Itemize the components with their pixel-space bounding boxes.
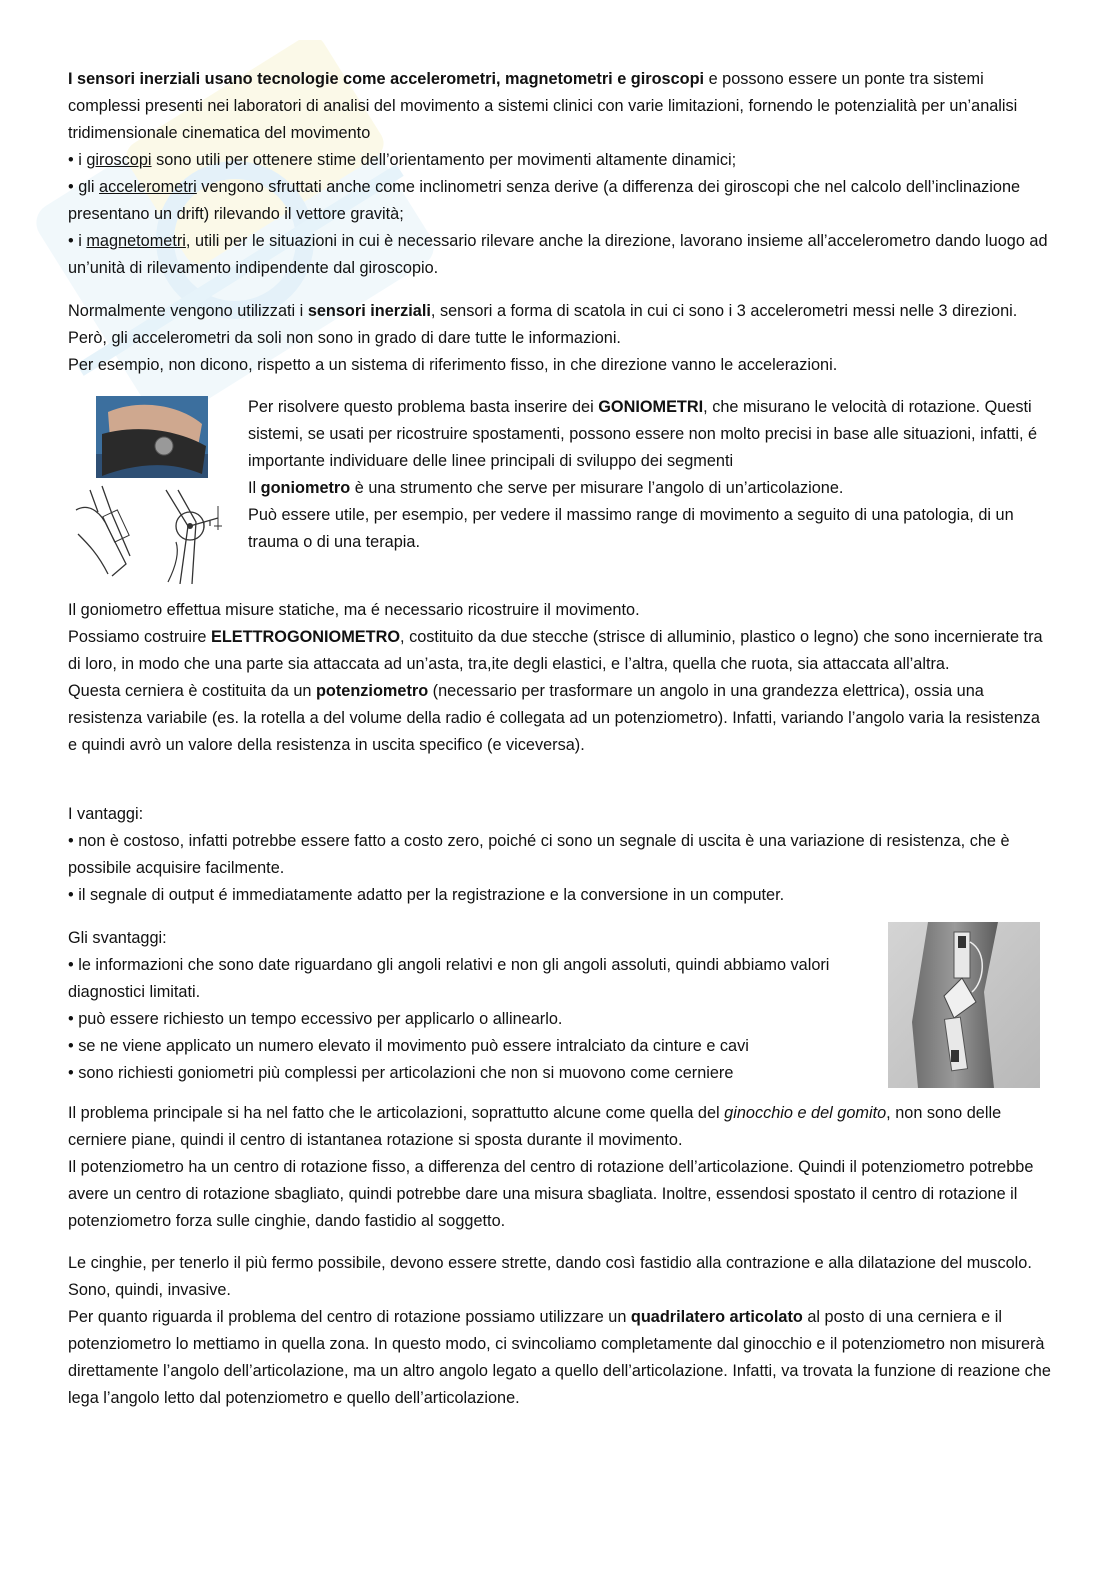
advantage-item: • il segnale di output é immediatamente adatto per la registrazione e la conversione in un computer. xyxy=(68,886,785,904)
bullet-accelerometers xyxy=(68,174,1053,228)
static-measures: Il goniometro effettua misure statiche, ma é necessario ricostruire il movimento. xyxy=(68,601,640,619)
bullet-gyroscopes xyxy=(68,147,1053,174)
bullet-gyroscopes-text: sono utili per ottenere stime dell’orientamento per movimenti altamente dinamici; xyxy=(151,151,737,169)
goniometers-pre: Per risolvere questo problema basta inserire dei xyxy=(248,398,599,416)
goniometer-use: Può essere utile, per esempio, per vedere il massimo range di movimento a seguito di una patologia, di un trauma o di una terapia. xyxy=(248,506,1014,551)
bullet-magnetometers-pre: • i xyxy=(68,232,87,250)
term-magnetometers: magnetometri xyxy=(86,232,186,250)
goniometers-bold: GONIOMETRI xyxy=(598,398,704,416)
inertial-bold: sensori inerziali xyxy=(307,302,431,320)
goniometer-def-bold: goniometro xyxy=(260,479,351,497)
electrogoniometer-bold: ELETTROGONIOMETRO xyxy=(210,628,401,646)
term-accelerometers: accelerometri xyxy=(99,178,197,196)
straps-text: Le cinghie, per tenerlo il più fermo possibile, devono essere strette, dando così fastidio alla contrazione e alla dilatazione del muscolo. Sono, quindi, invasive. xyxy=(68,1254,1032,1299)
advantage-item: • non è costoso, infatti potrebbe essere fatto a costo zero, poiché ci sono un segnale di uscita è una variazione di resistenza, che è possibile acquisire facilmente. xyxy=(68,832,1010,877)
rotation-italic: ginocchio e del gomito xyxy=(724,1104,887,1122)
advantages-list xyxy=(68,801,1053,909)
electrogoniometer-paragraph xyxy=(68,597,1053,759)
knee-photo-illustration xyxy=(888,922,1040,1088)
goniometer-def-post: è una strumento che serve per misurare l’angolo di un’articolazione. xyxy=(350,479,844,497)
potentiometer-bold: potenziometro xyxy=(315,682,429,700)
bullet-accelerometers-pre: • gli xyxy=(68,178,100,196)
inertial-pre: Normalmente vengono utilizzati i xyxy=(68,302,308,320)
advantages-heading: I vantaggi: xyxy=(68,805,144,823)
goniometer-illustration xyxy=(68,394,238,584)
bullet-gyroscopes-pre: • i xyxy=(68,151,87,169)
inertial-example: Per esempio, non dicono, rispetto a un sistema di riferimento fisso, in che direzione vanno le accelerazioni. xyxy=(68,356,838,374)
intro-paragraph xyxy=(68,66,1053,282)
bullet-magnetometers-text: , utili per le situazioni in cui è necessario rilevare anche la direzione, lavorano insieme all’accelerometro dando luogo ad un’unità di rilevamento indipendente dal giroscopio. xyxy=(68,232,1048,277)
straps-paragraph xyxy=(68,1250,1053,1412)
term-gyroscopes: giroscopi xyxy=(86,151,152,169)
knee-electrogoniometer-photo xyxy=(888,922,1040,1088)
bullet-accelerometers-text: vengono sfruttati anche come inclinometri senza derive (a differenza dei giroscopi che nel calcolo dell’inclinazione presentano un drift) rilevando il vettore gravità; xyxy=(68,178,1021,223)
quadrilateral-post: al posto di una cerniera e il potenziometro lo mettiamo in quella zona. In questo modo, ci svincoliamo completamente dal ginocchio e il potenziometro non misurerà direttamente l’angolo dell’articolazione, ma un altro angolo legato a quello dell’articolazione. Infatti, va trovata la funzione di reazione che lega l’angolo letto dal potenziometro e quello dell’articolazione. xyxy=(68,1308,1051,1407)
disadvantage-item: • le informazioni che sono date riguardano gli angoli relativi e non gli angoli assoluti, quindi abbiamo valori diagnostici limitati. xyxy=(68,956,830,1001)
electrogoniometer-pre: Possiamo costruire xyxy=(68,628,211,646)
inertial-post: , sensori a forma di scatola in cui ci sono i 3 accelerometri messi nelle 3 direzioni. Però, gli accelerometri da soli non sono in grado di dare tutte le informazioni. xyxy=(68,302,1018,347)
goniometers-post: , che misurano le velocità di rotazione. Questi sistemi, se usati per ricostruire spostamenti, possono essere non molto precisi in base alle situazioni, infatti, é importante individuare delle linee principali di sviluppo dei segmenti xyxy=(248,398,1038,470)
quadrilateral-bold: quadrilatero articolato xyxy=(630,1308,803,1326)
potentiometer-post: (necessario per trasformare un angolo in una grandezza elettrica), ossia una resistenza variabile (es. la rotella a del volume della radio é collegata ad un potenziometro). Infatti, variando l’angolo varia la resistenza e quindi avrò un valore della resistenza in uscita specifico (e viceversa). xyxy=(68,682,1040,754)
disadvantages-heading: Gli svantaggi: xyxy=(68,929,167,947)
bullet-magnetometers xyxy=(68,228,1053,282)
goniometers-paragraph xyxy=(248,394,1038,556)
disadvantage-item: • può essere richiesto un tempo eccessivo per applicarlo o allinearlo. xyxy=(68,1010,563,1028)
goniometer-figure xyxy=(68,394,238,584)
potentiometer-pre: Questa cerniera è costituita da un xyxy=(68,682,316,700)
disadvantages-list xyxy=(68,925,858,1087)
intro-lead-text: e possono essere un ponte tra sistemi complessi presenti nei laboratori di analisi del movimento a sistemi clinici con varie limitazioni, fornendo le potenzialità per un’analisi tridimensionale cinematica del movimento xyxy=(68,70,1018,142)
goniometer-def-pre: Il xyxy=(248,479,261,497)
potentiometer-center: Il potenziometro ha un centro di rotazione fisso, a differenza del centro di rotazione dell’articolazione. Quindi il potenziometro potrebbe avere un centro di rotazione sbagliato, quindi potrebbe dare una misura sbagliata. Inoltre, essendosi spostato il centro di rotazione il potenziometro forza sulle cinghie, dando fastidio al soggetto. xyxy=(68,1158,1034,1230)
intro-lead-bold: I sensori inerziali usano tecnologie come accelerometri, magnetometri e giroscopi xyxy=(68,70,705,88)
rotation-post: , non sono delle cerniere piane, quindi il centro di istantanea rotazione si sposta durante il movimento. xyxy=(68,1104,1002,1149)
disadvantage-item: • sono richiesti goniometri più complessi per articolazioni che non si muovono come cerniere xyxy=(68,1064,734,1082)
disadvantage-item: • se ne viene applicato un numero elevato il movimento può essere intralciato da cinture e cavi xyxy=(68,1037,749,1055)
quadrilateral-pre: Per quanto riguarda il problema del centro di rotazione possiamo utilizzare un xyxy=(68,1308,631,1326)
rotation-pre: Il problema principale si ha nel fatto che le articolazioni, soprattutto alcune come quella del xyxy=(68,1104,725,1122)
rotation-center-paragraph xyxy=(68,1100,1053,1235)
electrogoniometer-post: , costituito da due stecche (strisce di alluminio, plastico o legno) che sono incernierate tra di loro, in modo che una parte sia attaccata ad un’asta, tra,ite degli elastici, e l’altra, quella che ruota, sia attaccata all’altra. xyxy=(68,628,1043,673)
inertial-sensors-paragraph xyxy=(68,298,1053,379)
